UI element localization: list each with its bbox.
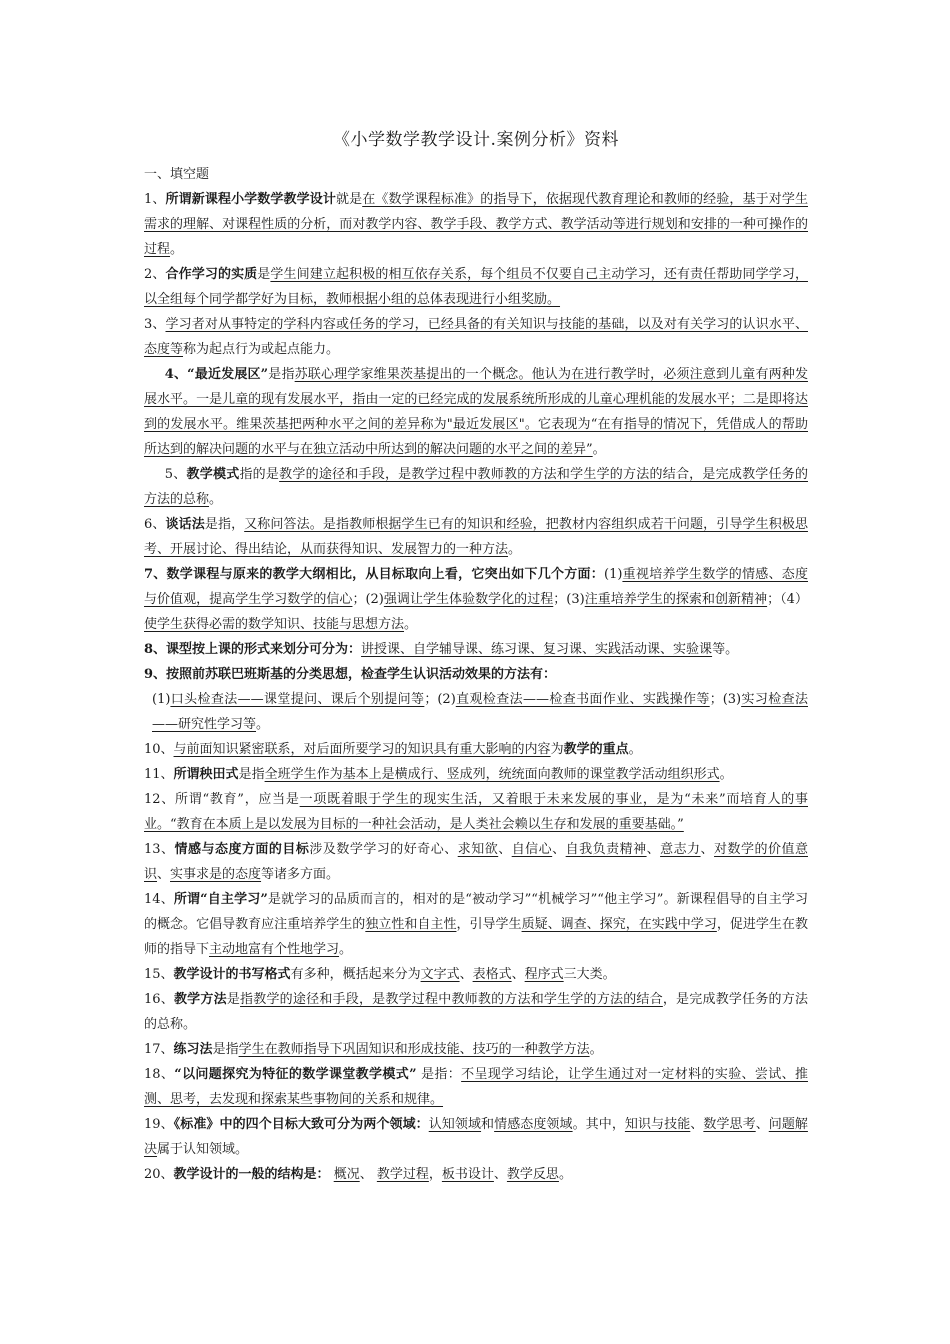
answer-text: 直观检查法——检查书面作业、实践操作等 (455, 692, 710, 707)
body-text: 、 (700, 842, 715, 857)
body-text: 11、 (144, 767, 174, 782)
term-text: 所谓“自主学习” (173, 892, 268, 907)
body-text: 。 (628, 742, 642, 757)
term-text: 教学的重点 (563, 742, 629, 757)
body-text: 是指， (204, 517, 245, 532)
term-text: 8、课型按上课的形式来划分可分为： (144, 642, 362, 657)
body-text: ，引导学生 (456, 917, 522, 932)
question-item-17 (144, 987, 808, 1037)
answer-text: 概况 (333, 1167, 360, 1182)
body-text: 是指 (268, 367, 295, 382)
answer-text: 问题解决 (144, 1117, 808, 1157)
question-item-15 (144, 887, 808, 962)
body-text: 17、 (144, 1042, 174, 1057)
body-text: 是指： (416, 1067, 462, 1082)
answer-text: 在《数学课程标准》的指导下，依据现代教育理论和教师的经验，基于对学生需求的理解、对课程性质的分析，而对教学内容、教学手段、教学方式、教学活动等进行规划和安排的一种可操作的过程 (144, 192, 808, 257)
body-text: 。 (719, 767, 733, 782)
question-item-13 (144, 787, 808, 837)
section-heading: 一、填空题 (144, 167, 210, 182)
answer-text: 教学过程 (376, 1167, 429, 1182)
answer-text: 重视培养学生数学的情感、态度与价值观，提高学生学习数学的信心 (144, 567, 808, 607)
question-item-18 (144, 1037, 808, 1062)
body-text: ；（4） (767, 592, 808, 607)
body-text: 、 (511, 967, 525, 982)
term-text: 教学设计的书写格式 (173, 967, 291, 982)
body-text: 有多种，概括起来分为 (290, 967, 421, 982)
body-text: (1) (152, 692, 171, 707)
answer-text: 教学的途径和手段，是教学过程中教师教的方法和学生学的方法的结合，是完成教学任务的方法的总称 (144, 467, 808, 507)
body-text: 等。 (712, 642, 739, 657)
question-item-2 (144, 262, 808, 312)
answer-text: 自我负责精神 (565, 842, 647, 857)
body-text: 。 (404, 617, 418, 632)
term-text: 教学方法 (173, 992, 227, 1007)
answer-text: 讲授课、自学辅导课、练习课、复习课、实践活动课、实验课 (361, 642, 713, 657)
question-item-19 (144, 1062, 808, 1112)
question-item-3 (144, 312, 808, 362)
term-text: 9、按照前苏联巴班斯基的分类思想，检查学生认识活动效果的方法有： (144, 667, 557, 682)
body-text: (1) (604, 567, 623, 582)
body-text: 。 (256, 717, 270, 732)
answer-text: 学生在教师指导下巩固知识和形成技能、技巧的一种教学方法 (238, 1042, 590, 1057)
term-text: 合作学习的实质 (165, 267, 258, 282)
body-text: 、 (359, 1167, 377, 1182)
body-text: 。 (592, 442, 606, 457)
question-item-5 (144, 462, 808, 512)
answer-text: 又称问答法。是指教师根据学生已有的知识和经验，把教材内容组织成若干问题，引导学生积极思考、开展讨论、得出结论，从而获得知识、发展智力的一种方法 (144, 517, 808, 557)
answer-text: 表格式 (472, 967, 512, 982)
document-title: 《小学数学教学设计.案例分析》资料 (333, 130, 619, 150)
term-text: “以问题探究为特征的数学课堂教学模式” (174, 1067, 417, 1082)
body-text: 等诸多方面。 (261, 867, 340, 882)
body-text: 、 (493, 1167, 507, 1182)
answer-text: 程序式 (524, 967, 564, 982)
body-text: 、 (690, 1117, 704, 1132)
question-item-7 (144, 562, 808, 637)
body-text: 、 (552, 842, 566, 857)
body-text: 。 (339, 942, 353, 957)
term-text: 情感与态度方面的目标 (174, 842, 310, 857)
question-item-16 (144, 962, 808, 987)
body-text: 。 (589, 1042, 603, 1057)
body-text: 。 (170, 242, 184, 257)
body-text: 2、 (144, 267, 166, 282)
body-text: 14、 (144, 892, 174, 907)
question-item-9 (144, 662, 808, 687)
body-text: 、 (157, 867, 171, 882)
body-text: 3、 (144, 317, 166, 332)
answer-text: 认知领域 (428, 1117, 482, 1132)
body-text: 5、 (164, 467, 187, 482)
answer-text: 板书设计 (441, 1167, 494, 1182)
body-text: 称为起点行为或起点能力。 (183, 342, 340, 357)
body-text: 。其中， (572, 1117, 625, 1132)
body-text: 10、 (144, 742, 174, 757)
body-text: ，是完成教学任务的方法的总称。 (144, 992, 808, 1032)
term-text: 所谓新课程小学数学教学设计 (165, 192, 336, 207)
body-text: 20、 (144, 1167, 174, 1182)
question-item-8 (144, 637, 808, 662)
answer-text: 实习检查法——研究性学习等 (152, 692, 808, 732)
answer-text: 知识与技能 (624, 1117, 691, 1132)
answer-text: 苏联心理学家维果茨基提出的一个概念。他认为在进行教学时，必须注意到儿童有两种发展水平。一是儿童的现有发展水平，指由一定的已经完成的发展系统所形成的儿童心理机能的发展水平；二是即将达到的发展水平。维果茨基把两种水平之间的差异称为"最近发展区"。它表现为“在有指导的情况下，凭借成人的帮助所达到的解决问题的水平与在独立活动中所达到的解决问题的水平之间的差异” (144, 367, 808, 457)
body-text: 6、 (144, 517, 166, 532)
body-text: 15、 (144, 967, 174, 982)
body-text: ；(3) (709, 692, 742, 707)
answer-text: 与前面知识紧密联系，对后面所要学习的知识具有重大影响的内容 (173, 742, 551, 757)
answer-text: 自信心 (511, 842, 553, 857)
answer-text: 注重培养学生的探索和创新精神 (584, 592, 768, 607)
body-text: ， (428, 1167, 442, 1182)
answer-text: 强调让学生体验数学化的过程 (383, 592, 554, 607)
body-text: 16、 (144, 992, 174, 1007)
term-text: 谈话法 (165, 517, 205, 532)
answer-text: 文字式 (420, 967, 460, 982)
body-text: 13、 (144, 842, 175, 857)
term-text: 教学设计的一般的结构是： (173, 1167, 330, 1182)
answer-text: 全班学生作为基本上是横成行、竖成列，统统面向教师的课堂教学活动组织形式 (264, 767, 720, 782)
answer-text: 实事求是的态度 (170, 867, 262, 882)
answer-text: 数学思考 (703, 1117, 756, 1132)
term-text: 教学模式 (186, 467, 240, 482)
question-item-4 (144, 362, 808, 462)
answer-text: 口头检查法——课堂提问、课后个别提问等 (170, 692, 425, 707)
body-text: ；(3) (553, 592, 585, 607)
body-text: 。 (558, 1167, 572, 1182)
term-text: 7、数学课程与原来的教学大纲相比，从目标取向上看，它突出如下几个方面： (144, 567, 604, 582)
answer-text: 学习者对从事特定的学科内容或任务的学习，已经具备的有关知识与技能的基础，以及对有关学习的认识水平、态度等 (144, 317, 808, 357)
answer-text: 指教学的途径和手段，是教学过程中教师教的方法和学生学的方法的结合 (240, 992, 663, 1007)
body-text: 是指 (238, 767, 265, 782)
answer-text: 一项既着眼于学生的现实生活，又着眼于未来发展的事业，是为“未来”而培育人的事业。“教育在本质上是以发展为目标的一种社会活动，是人类社会赖以生存和发展的重要基础。” (144, 792, 808, 832)
answer-text: 情感态度领域 (494, 1117, 573, 1132)
body-text: 属于认知领域。 (157, 1142, 249, 1157)
term-text: 《标准》中的四个目标大致可分为两个领域： (173, 1117, 429, 1132)
body-text: 1、 (144, 192, 166, 207)
body-text: 、 (498, 842, 512, 857)
body-text: ；(2) (424, 692, 456, 707)
body-text: 指的是 (239, 467, 280, 482)
answer-text: 使学生获得必需的数学知识、技能与思想方法 (144, 617, 405, 632)
body-text: 、 (755, 1117, 769, 1132)
body-text: 。 (508, 542, 522, 557)
question-item-11 (144, 737, 808, 762)
question-item-10 (144, 687, 808, 737)
question-item-14 (144, 837, 808, 887)
answer-text: 不呈现学习结论，让学生通过对一定材料的实验、尝试、推测、思考，去发现和探索某些事物间的关系和规律。 (144, 1067, 808, 1107)
question-item-20 (144, 1112, 808, 1162)
answer-text: 求知欲 (457, 842, 499, 857)
question-item-12 (144, 762, 808, 787)
body-text: 为 (550, 742, 564, 757)
body-text: 12、所谓“教育”，应当是 (144, 792, 300, 807)
body-text: ，促进学生在教师的指导下 (144, 917, 808, 957)
body-text: 。 (209, 492, 223, 507)
body-text: 涉及数学学习的好奇心、 (309, 842, 458, 857)
term-text: 练习法 (173, 1042, 213, 1057)
question-item-21 (144, 1162, 808, 1187)
document-page (144, 96, 808, 1187)
question-item-1 (144, 187, 808, 262)
answer-text: 主动地富有个性地学习 (209, 942, 340, 957)
term-text: 4、“最近发展区” (164, 367, 269, 382)
answer-text: 质疑、调查、探究，在实践中学习 (521, 917, 717, 932)
answer-text: 学生间建立起积极的相互依存关系，每个组员不仅要自己主动学习，还有责任帮助同学学习，以全组每个同学都学好为目标，教师根据小组的总体表现进行小组奖励。 (144, 267, 808, 307)
body-text: 就是 (335, 192, 363, 207)
question-item-6 (144, 512, 808, 562)
body-text: 19、 (144, 1117, 174, 1132)
answer-text: 意志力 (660, 842, 701, 857)
body-text: 是就学习的品质而言的，相对的是“被动学习”“机械学习”“他主学习”。新课程倡导的自主学习的概念。它倡导教育应注重培养学生的 (144, 892, 808, 932)
body-text: ；(2) (352, 592, 384, 607)
body-text: 和 (481, 1117, 495, 1132)
answer-text: 教学反思 (506, 1167, 559, 1182)
body-text: 是指 (212, 1042, 239, 1057)
body-text: 是 (226, 992, 241, 1007)
body-text: 、 (459, 967, 473, 982)
body-text: 三大类。 (563, 967, 616, 982)
body-text: 、 (646, 842, 661, 857)
answer-text: 独立性和自主性 (365, 917, 457, 932)
body-text: 是 (257, 267, 271, 282)
paragraph-list (144, 187, 808, 1187)
body-text: 18、 (144, 1067, 175, 1082)
answer-text: 对数学的价值意识 (144, 842, 808, 882)
term-text: 所谓秧田式 (173, 767, 239, 782)
